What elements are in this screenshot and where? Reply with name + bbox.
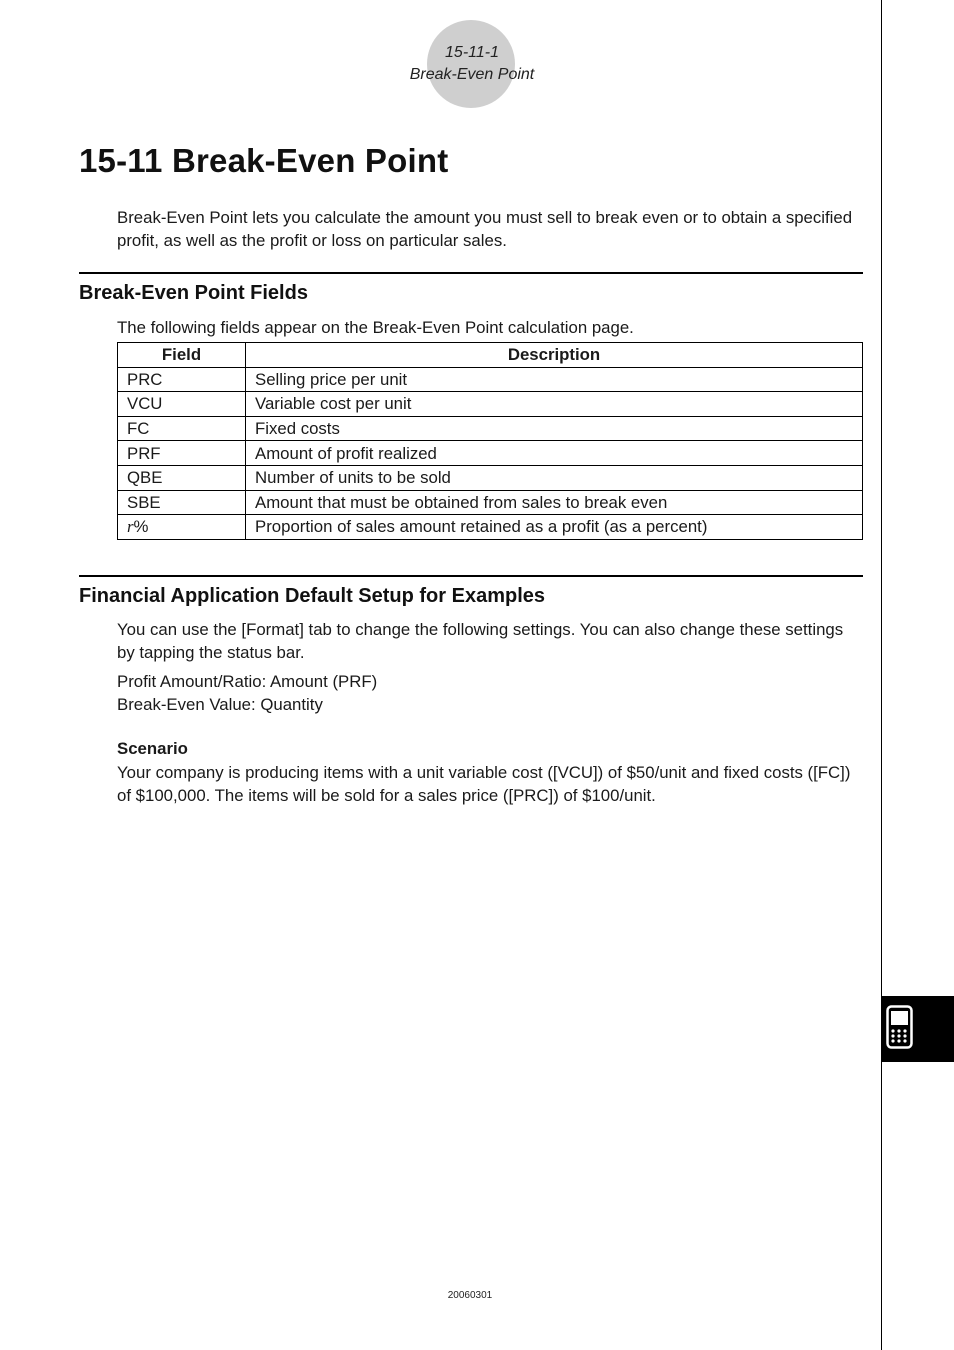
intro-paragraph: Break-Even Point lets you calculate the amount you must sell to break even or to obtain a specified profit, as well as the profit or loss on particular sales. [117, 208, 853, 250]
section-divider [79, 575, 863, 577]
calculator-icon [886, 1005, 916, 1051]
page-title: 15-11 Break-Even Point [79, 142, 449, 179]
field-cell: FC [118, 416, 246, 441]
section-divider [79, 272, 863, 274]
scenario-text: Your company is producing items with a unit variable cost ([VCU]) of $50/unit and fixed costs ([FC]) of $100,000. The items will be sold for a sales price ([PRC]) of $100/unit. [117, 763, 851, 805]
page-subtitle: Break-Even Point [409, 66, 535, 83]
field-cell [118, 515, 246, 540]
field-italic-r: r [127, 517, 134, 537]
right-margin-rule [881, 0, 882, 1350]
table-row [118, 515, 863, 540]
fields-heading: Break-Even Point Fields [79, 282, 308, 304]
chapter-side-tab [882, 996, 954, 1062]
field-cell: QBE [118, 465, 246, 490]
setting-profit-amount-ratio: Profit Amount/Ratio: Amount (PRF) [117, 672, 378, 691]
table-row [118, 416, 863, 441]
field-cell: SBE [118, 490, 246, 515]
field-percent-suffix: % [133, 517, 149, 537]
fields-table [117, 342, 863, 540]
setting-break-even-value: Break-Even Value: Quantity [117, 695, 323, 714]
scenario-heading: Scenario [117, 739, 188, 758]
footer-code: 20060301 [447, 1290, 493, 1301]
description-cell: Variable cost per unit [246, 392, 863, 417]
setup-heading: Financial Application Default Setup for Examples [79, 585, 546, 607]
column-header-field: Field [118, 343, 246, 368]
table-row [118, 367, 863, 392]
page-number: 15-11-1 [445, 44, 499, 61]
description-cell: Amount of profit realized [246, 441, 863, 466]
table-row [118, 490, 863, 515]
table-row [118, 392, 863, 417]
field-cell: VCU [118, 392, 246, 417]
page-number-badge [427, 20, 515, 108]
description-cell: Selling price per unit [246, 367, 863, 392]
table-row [118, 465, 863, 490]
description-cell: Fixed costs [246, 416, 863, 441]
field-cell: PRF [118, 441, 246, 466]
column-header-description: Description [246, 343, 863, 368]
field-cell: PRC [118, 367, 246, 392]
description-cell: Number of units to be sold [246, 465, 863, 490]
setup-lead: You can use the [Format] tab to change the following settings. You can also change these settings by tapping the status bar. [117, 620, 844, 662]
table-header-row [118, 343, 863, 368]
description-cell: Proportion of sales amount retained as a profit (as a percent) [246, 515, 863, 540]
fields-lead: The following fields appear on the Break-Even Point calculation page. [117, 318, 634, 337]
table-row [118, 441, 863, 466]
description-cell: Amount that must be obtained from sales to break even [246, 490, 863, 515]
